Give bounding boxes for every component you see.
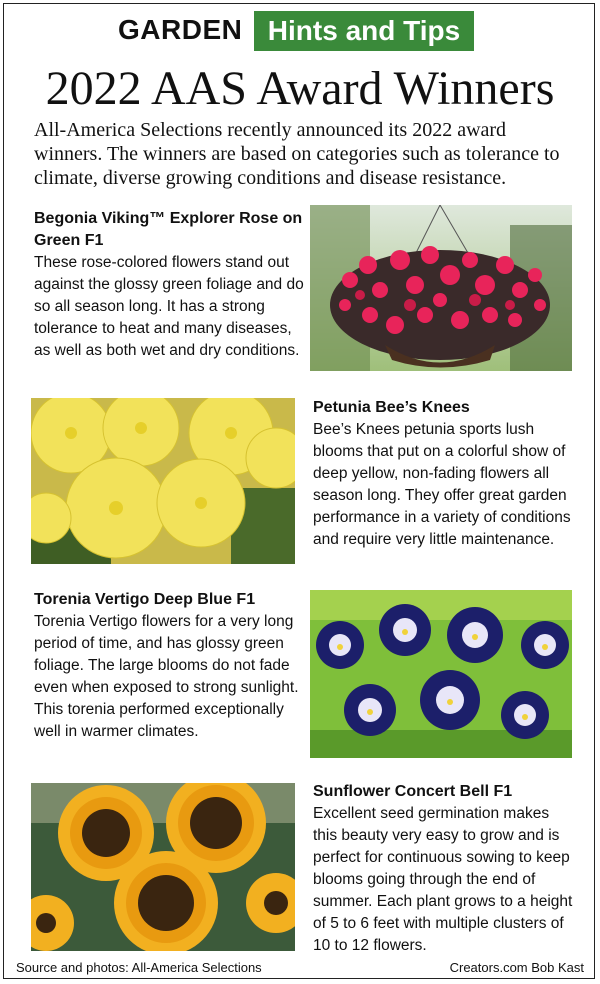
entry-begonia — [34, 208, 304, 362]
petunia-photo — [31, 398, 295, 564]
section-banner: Hints and Tips — [254, 11, 474, 51]
entry-title: Petunia Bee’s Knees — [313, 399, 470, 416]
section-label: GARDEN — [118, 14, 243, 45]
entry-title: Torenia Vertigo Deep Blue F1 — [34, 591, 256, 608]
header — [0, 11, 600, 51]
begonia-photo — [310, 205, 572, 371]
credit: Creators.com Bob Kast — [449, 960, 584, 975]
entry-body: These rose-colored flowers stand out against the glossy green foliage and do so all season long. It has a strong tolerance to heat and many diseases, as well as both wet and dry conditions. — [34, 254, 304, 359]
intro-paragraph: All-America Selections recently announced its 2022 award winners. The winners are based on categories such as tolerance to climate, diverse growing conditions and disease resistance. — [34, 119, 560, 189]
entry-sunflower — [313, 781, 575, 957]
entry-torenia — [34, 589, 304, 743]
page-title: 2022 AAS Award Winners — [45, 62, 555, 115]
entry-body: Excellent seed germination makes this beauty very easy to grow and is perfect for continuous sowing to keep blooms going through the end of summer. Each plant grows to a height of 5 to 6 feet with multiple clusters of 10 to 12 flowers. — [313, 805, 573, 954]
entry-body: Bee’s Knees petunia sports lush blooms that put on a colorful show of deep yellow, non-fading flowers all season long. They offer great garden performance in a variety of conditions and require very little maintenance. — [313, 421, 571, 548]
photo-source: Source and photos: All-America Selections — [16, 960, 262, 975]
entry-title: Begonia Viking™ Explorer Rose on Green F1 — [34, 210, 303, 249]
entry-body: Torenia Vertigo flowers for a very long period of time, and has glossy green foliage. The large blooms do not fade even when exposed to strong sunlight. This torenia performed exceptionally well in warmer climates. — [34, 613, 299, 740]
entry-title: Sunflower Concert Bell F1 — [313, 783, 513, 800]
torenia-photo — [310, 590, 572, 758]
sunflower-photo — [31, 783, 295, 951]
entry-petunia — [313, 397, 575, 551]
